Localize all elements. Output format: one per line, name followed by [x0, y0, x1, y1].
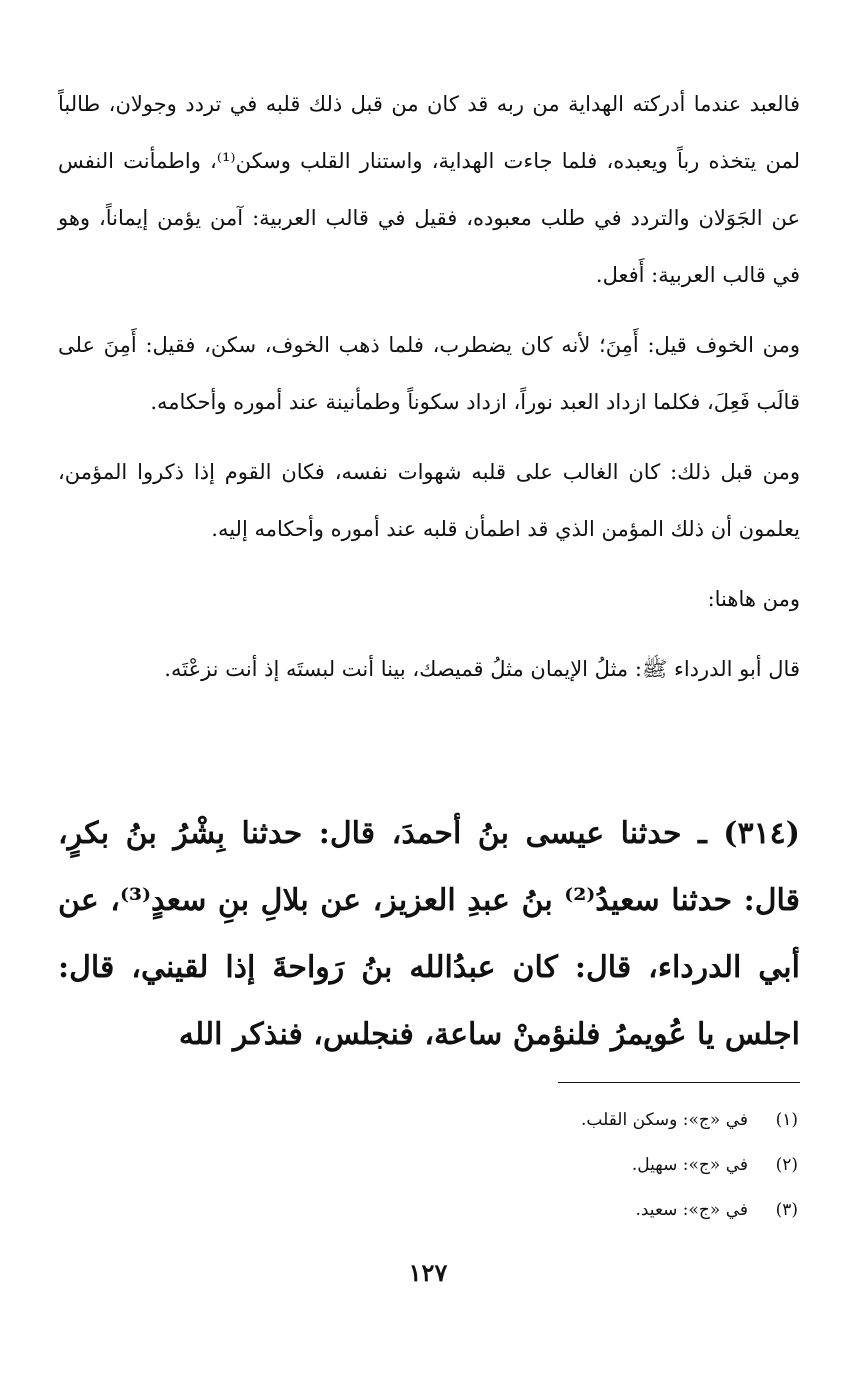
footnote-number: (٢) — [775, 1155, 798, 1175]
page-number: ١٢٧ — [408, 1258, 448, 1287]
footnote-2 — [58, 1143, 798, 1188]
footnote-number: (١) — [775, 1110, 798, 1130]
footnote-text: في «ج»: سهيل. — [631, 1155, 748, 1175]
main-text — [58, 76, 800, 711]
paragraph-5: قال أبو الدرداء ﷺ: مثلُ الإيمان مثلُ قميصك، بينا أنت لبستَه إذ أنت نزعْتَه. — [164, 657, 800, 681]
paragraph-4: ومن هاهنا: — [707, 587, 800, 611]
paragraph-3: ومن قبل ذلك: كان الغالب على قلبه شهوات نفسه، فكان القوم إذا ذكروا المؤمن، يعلمون أن ذلك المؤمن الذي قد اطمأن قلبه عند أموره وأحكامه إليه. — [58, 460, 800, 541]
footnote-1 — [58, 1098, 798, 1143]
hadith-text: (٣١٤) ـ حدثنا عيسى بنُ أحمدَ، قال: حدثنا بِشْرُ بنُ بكرٍ، قال: حدثنا سعيدُ⁽²⁾ بنُ عبدِ العزيز، عن بلالِ بنِ سعدٍ⁽³⁾، عن أبي الدرداء، قال: كان عبدُالله بنُ رَواحةَ إذا لقيني، قال: اجلس يا عُويمرُ فلنؤمنْ ساعة، فنجلس، فنذكر الله — [58, 816, 800, 1052]
footnote-divider — [558, 1082, 800, 1083]
footnote-3 — [58, 1188, 798, 1233]
footnote-text: في «ج»: وسكن القلب. — [580, 1110, 748, 1130]
footnotes — [58, 1098, 798, 1233]
paragraph-1: فالعبد عندما أدركته الهداية من ربه قد كان من قبل ذلك قلبه في تردد وجولان، طالباً لمن يتخذه رباً ويعبده، فلما جاءت الهداية، واستنار القلب وسكن⁽¹⁾، واطمأنت النفس عن الجَوَلان والتردد في طلب معبوده، فقيل في قالب العربية: آمن يؤمن إيماناً، وهو في قالب العربية: أَفعل. — [58, 92, 801, 287]
footnote-text: في «ج»: سعيد. — [635, 1200, 748, 1220]
footnote-number: (٣) — [775, 1200, 798, 1220]
paragraph-2: ومن الخوف قيل: أَمِنَ؛ لأنه كان يضطرب، فلما ذهب الخوف، سكن، فقيل: أَمِنَ على قالَب فَعِلَ، فكلما ازداد العبد نوراً، ازداد سكوناً وطمأنينة عند أموره وأحكامه. — [58, 333, 800, 414]
